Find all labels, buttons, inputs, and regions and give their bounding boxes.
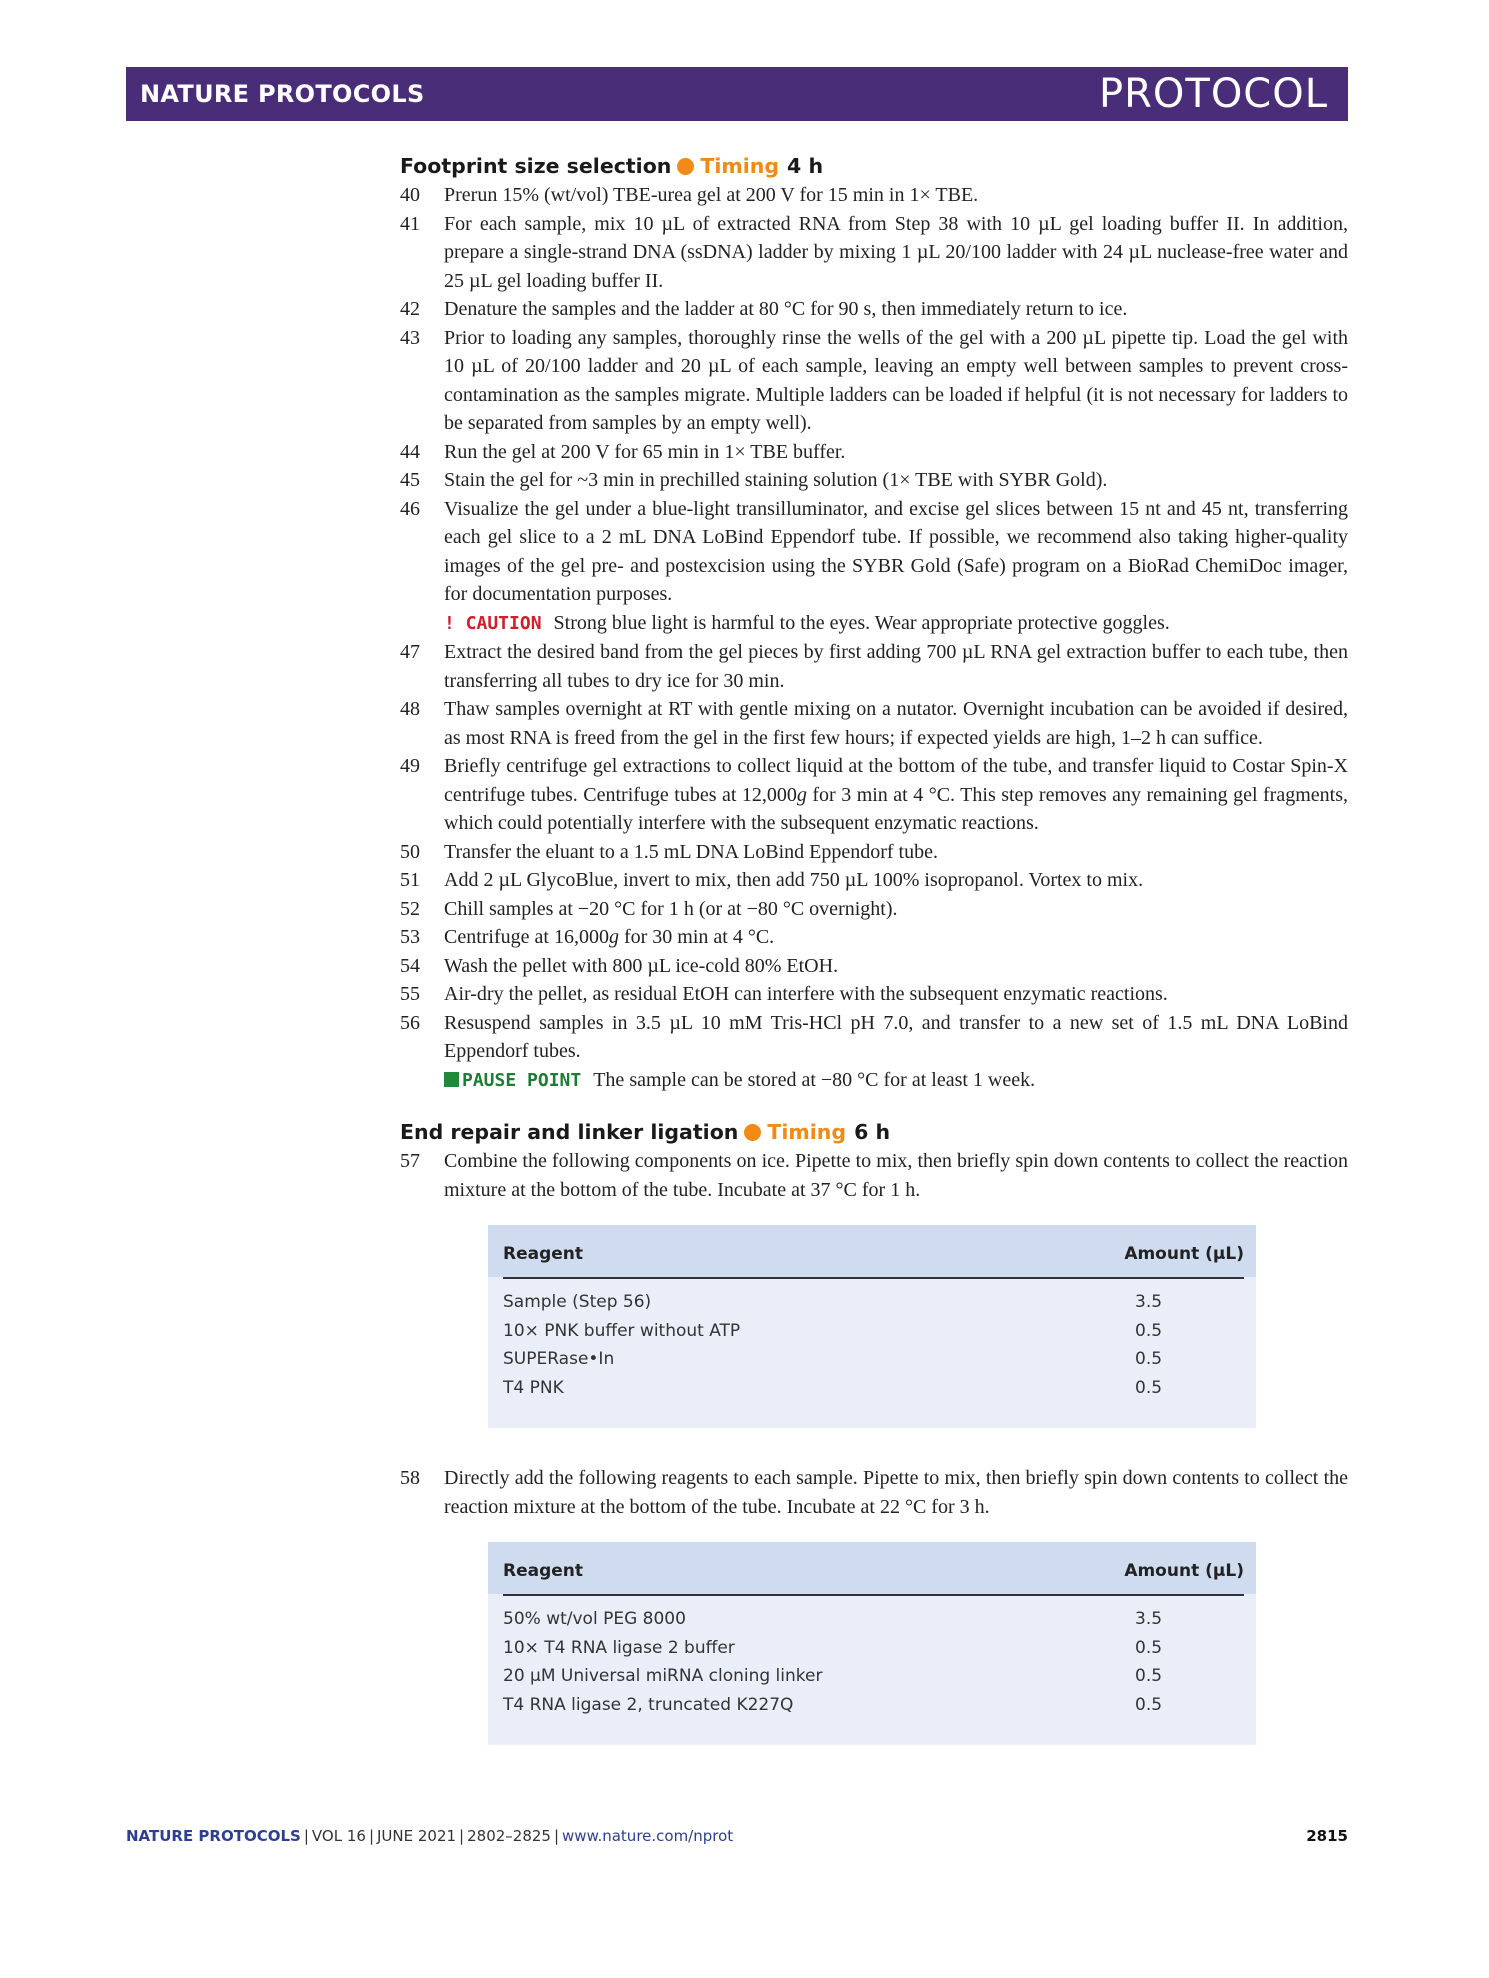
step-50 [400, 838, 1348, 867]
reagent-cell: T4 PNK [503, 1377, 564, 1398]
step-54 [400, 952, 1348, 981]
table-header [488, 1225, 1256, 1277]
step-text: Directly add the following reagents to each sample. Pipette to mix, then briefly spin down contents to collect the reaction mixture at the bottom of the tube. Incubate at 22 °C for 3 h. [444, 1467, 1348, 1518]
step-number: 58 [400, 1467, 420, 1489]
footer-separator: | [459, 1827, 465, 1845]
step-55 [400, 980, 1348, 1009]
page-footer [126, 1827, 1348, 1845]
step-46 [400, 495, 1348, 639]
step-56 [400, 1009, 1348, 1096]
reagent-cell: 10× PNK buffer without ATP [503, 1320, 741, 1341]
g-force-unit: g [608, 926, 619, 948]
timing-value: 4 h [787, 154, 824, 178]
column-header-amount: Amount (µL) [1124, 1244, 1244, 1264]
step-number: 48 [400, 698, 420, 720]
amount-cell: 0.5 [1135, 1666, 1163, 1686]
step-number: 42 [400, 298, 420, 320]
step-number: 40 [400, 184, 420, 206]
step-text: Visualize the gel under a blue-light transilluminator, and excise gel slices between 15 nt and 45 nt, transferring each gel slice to a 2 mL DNA LoBind Eppendorf tube. If possible, we recommend also taking higher-quality images of the gel pre- and postexcision using the SYBR Gold (Safe) program on a BioRad ChemiDoc imager, for documentation purposes. [444, 497, 1348, 605]
reagent-cell: T4 RNA ligase 2, truncated K227Q [503, 1694, 794, 1715]
step-text: Extract the desired band from the gel pieces by first adding 700 µL RNA gel extraction buffer to each tube, then transferring all tubes to dry ice for 30 min. [444, 641, 1348, 692]
caution-note [444, 609, 1348, 639]
step-number: 57 [400, 1150, 420, 1172]
reagent-table-2 [488, 1542, 1256, 1745]
reagent-cell: SUPERase•In [503, 1349, 615, 1369]
column-header-reagent: Reagent [503, 1561, 584, 1581]
timing-label: Timing [767, 1120, 847, 1144]
footer-date: JUNE 2021 [377, 1827, 457, 1845]
step-53 [400, 923, 1348, 952]
step-text: Transfer the eluant to a 1.5 mL DNA LoBind Eppendorf tube. [444, 840, 938, 863]
column-header-reagent: Reagent [503, 1244, 584, 1264]
step-text: Thaw samples overnight at RT with gentle mixing on a nutator. Overnight incubation can be avoided if desired, as most RNA is freed from the gel in the first few hours; if expected yields are high, 1–2 h can suffice. [444, 698, 1348, 749]
step-42 [400, 295, 1348, 324]
step-text: For each sample, mix 10 µL of extracted RNA from Step 38 with 10 µL gel loading buffer II. In addition, prepare a single-strand DNA (ssDNA) ladder by mixing 1 µL 20/100 ladder with 24 µL nuclease-free water and 25 µL gel loading buffer II. [444, 212, 1348, 292]
step-number: 49 [400, 755, 420, 777]
step-number: 41 [400, 212, 420, 235]
step-text [444, 752, 1348, 838]
reagent-cell: 50% wt/vol PEG 8000 [503, 1609, 686, 1629]
pause-square-icon [444, 1072, 459, 1087]
step-number: 55 [400, 983, 420, 1005]
step-57 [400, 1147, 1348, 1204]
table-body [503, 1596, 1244, 1745]
step-51 [400, 866, 1348, 895]
timing-value: 6 h [854, 1120, 891, 1144]
reagent-table-1 [488, 1225, 1256, 1428]
footer-separator: | [368, 1827, 374, 1845]
step-number: 54 [400, 954, 420, 977]
step-text: Run the gel at 200 V for 65 min in 1× TBE buffer. [444, 440, 846, 463]
amount-cell: 0.5 [1135, 1320, 1163, 1341]
step-number: 44 [400, 440, 420, 463]
table-row [503, 1345, 1244, 1374]
pause-point-label: PAUSE POINT [462, 1069, 582, 1091]
amount-cell: 0.5 [1135, 1377, 1163, 1398]
step-44 [400, 438, 1348, 467]
journal-name: NATURE PROTOCOLS [140, 80, 425, 108]
table-row [503, 1374, 1244, 1403]
reagent-cell: Sample (Step 56) [503, 1292, 652, 1312]
step-45 [400, 466, 1348, 495]
reagent-cell: 20 µM Universal miRNA cloning linker [503, 1666, 823, 1686]
step-text: Chill samples at −20 °C for 1 h (or at −80 °C overnight). [444, 897, 898, 920]
reagent-cell: 10× T4 RNA ligase 2 buffer [503, 1637, 735, 1658]
journal-header-bar [126, 67, 1348, 121]
step-41 [400, 210, 1348, 296]
g-force-unit: g [796, 783, 807, 806]
step-58 [400, 1464, 1348, 1521]
step-43 [400, 324, 1348, 438]
step-number: 50 [400, 840, 420, 863]
section-heading-end-repair [400, 1117, 1348, 1147]
step-47 [400, 638, 1348, 695]
step-49 [400, 752, 1348, 838]
amount-cell: 0.5 [1135, 1637, 1163, 1658]
step-text: Resuspend samples in 3.5 µL 10 mM Tris-HCl pH 7.0, and transfer to a new set of 1.5 mL DNA LoBind Eppendorf tubes. [444, 1011, 1348, 1062]
step-number: 52 [400, 897, 420, 920]
amount-cell: 0.5 [1135, 1694, 1163, 1715]
step-number: 47 [400, 641, 420, 663]
table-header [488, 1542, 1256, 1594]
step-40 [400, 181, 1348, 210]
step-number: 51 [400, 869, 420, 891]
table-row [503, 1288, 1244, 1317]
pause-point-text: The sample can be stored at −80 °C for at least 1 week. [593, 1068, 1036, 1091]
table-row [503, 1634, 1244, 1663]
step-text: Combine the following components on ice. Pipette to mix, then briefly spin down contents to collect the reaction mixture at the bottom of the tube. Incubate at 37 °C for 1 h. [444, 1150, 1348, 1201]
step-text: Air-dry the pellet, as residual EtOH can interfere with the subsequent enzymatic reactions. [444, 983, 1168, 1005]
timing-dot-icon [677, 158, 694, 175]
step-text [444, 923, 1348, 952]
step-number: 43 [400, 326, 420, 349]
step-text: Wash the pellet with 800 µL ice-cold 80% EtOH. [444, 954, 839, 977]
table-body [503, 1279, 1244, 1428]
step-text: Stain the gel for ~3 min in prechilled staining solution (1× TBE with SYBR Gold). [444, 469, 1108, 491]
footer-journal: NATURE PROTOCOLS [126, 1827, 301, 1845]
step-list-ligation [400, 1464, 1348, 1521]
footer-pages: 2802–2825 [467, 1827, 551, 1845]
column-header-amount: Amount (µL) [1124, 1561, 1244, 1581]
step-number: 56 [400, 1011, 420, 1034]
footer-volume: VOL 16 [311, 1827, 366, 1845]
pause-point-note [444, 1066, 1348, 1096]
step-number: 46 [400, 497, 420, 520]
step-text: Denature the samples and the ladder at 80 °C for 90 s, then immediately return to ice. [444, 298, 1128, 320]
timing-dot-icon [744, 1124, 761, 1141]
amount-cell: 3.5 [1135, 1292, 1163, 1312]
section-title: End repair and linker ligation [400, 1120, 739, 1144]
section-title: Footprint size selection [400, 154, 672, 178]
step-text-part: Briefly centrifuge gel extractions to collect liquid at the bottom of the tube, and transfer liquid to Costar Spin-X centrifuge tubes. Centrifuge tubes at 12,000 [444, 755, 1348, 806]
page-content [400, 151, 1348, 1745]
step-48 [400, 695, 1348, 752]
step-text-part: Centrifuge at 16,000 [444, 926, 609, 948]
table-row [503, 1605, 1244, 1634]
step-number: 53 [400, 926, 420, 948]
step-list-footprint [400, 181, 1348, 1095]
step-52 [400, 895, 1348, 924]
footer-separator: | [303, 1827, 309, 1845]
amount-cell: 3.5 [1135, 1609, 1163, 1629]
step-text: Prerun 15% (wt/vol) TBE-urea gel at 200 V for 15 min in 1× TBE. [444, 184, 979, 206]
section-heading-footprint [400, 151, 1348, 181]
step-number: 45 [400, 469, 420, 491]
step-list-end-repair [400, 1147, 1348, 1204]
footer-separator: | [553, 1827, 560, 1845]
article-type: PROTOCOL [1098, 71, 1328, 117]
table-row [503, 1662, 1244, 1691]
step-text: Add 2 µL GlycoBlue, invert to mix, then add 750 µL 100% isopropanol. Vortex to mix. [444, 869, 1144, 891]
step-text: Prior to loading any samples, thoroughly rinse the wells of the gel with a 200 µL pipette tip. Load the gel with 10 µL of 20/100 ladder and 20 µL of each sample, leaving an empty well between samples to prevent cross-contamination as the samples migrate. Multiple ladders can be loaded if helpful (it is not necessary for ladders to be separated from samples by an empty well). [444, 326, 1348, 434]
step-text-part: for 3 min at 4 °C. This step removes any remaining gel fragments, which could potentially interfere with the subsequent enzymatic reactions. [444, 783, 1348, 834]
table-row [503, 1691, 1244, 1720]
amount-cell: 0.5 [1135, 1349, 1163, 1369]
page-number: 2815 [1306, 1827, 1348, 1845]
footer-url-link[interactable]: www.nature.com/nprot [562, 1827, 734, 1845]
table-row [503, 1317, 1244, 1346]
caution-label: ! CAUTION [444, 612, 542, 634]
timing-label: Timing [700, 154, 780, 178]
step-text-part: for 30 min at 4 °C. [618, 926, 775, 948]
caution-text: Strong blue light is harmful to the eyes. Wear appropriate protective goggles. [553, 611, 1170, 634]
